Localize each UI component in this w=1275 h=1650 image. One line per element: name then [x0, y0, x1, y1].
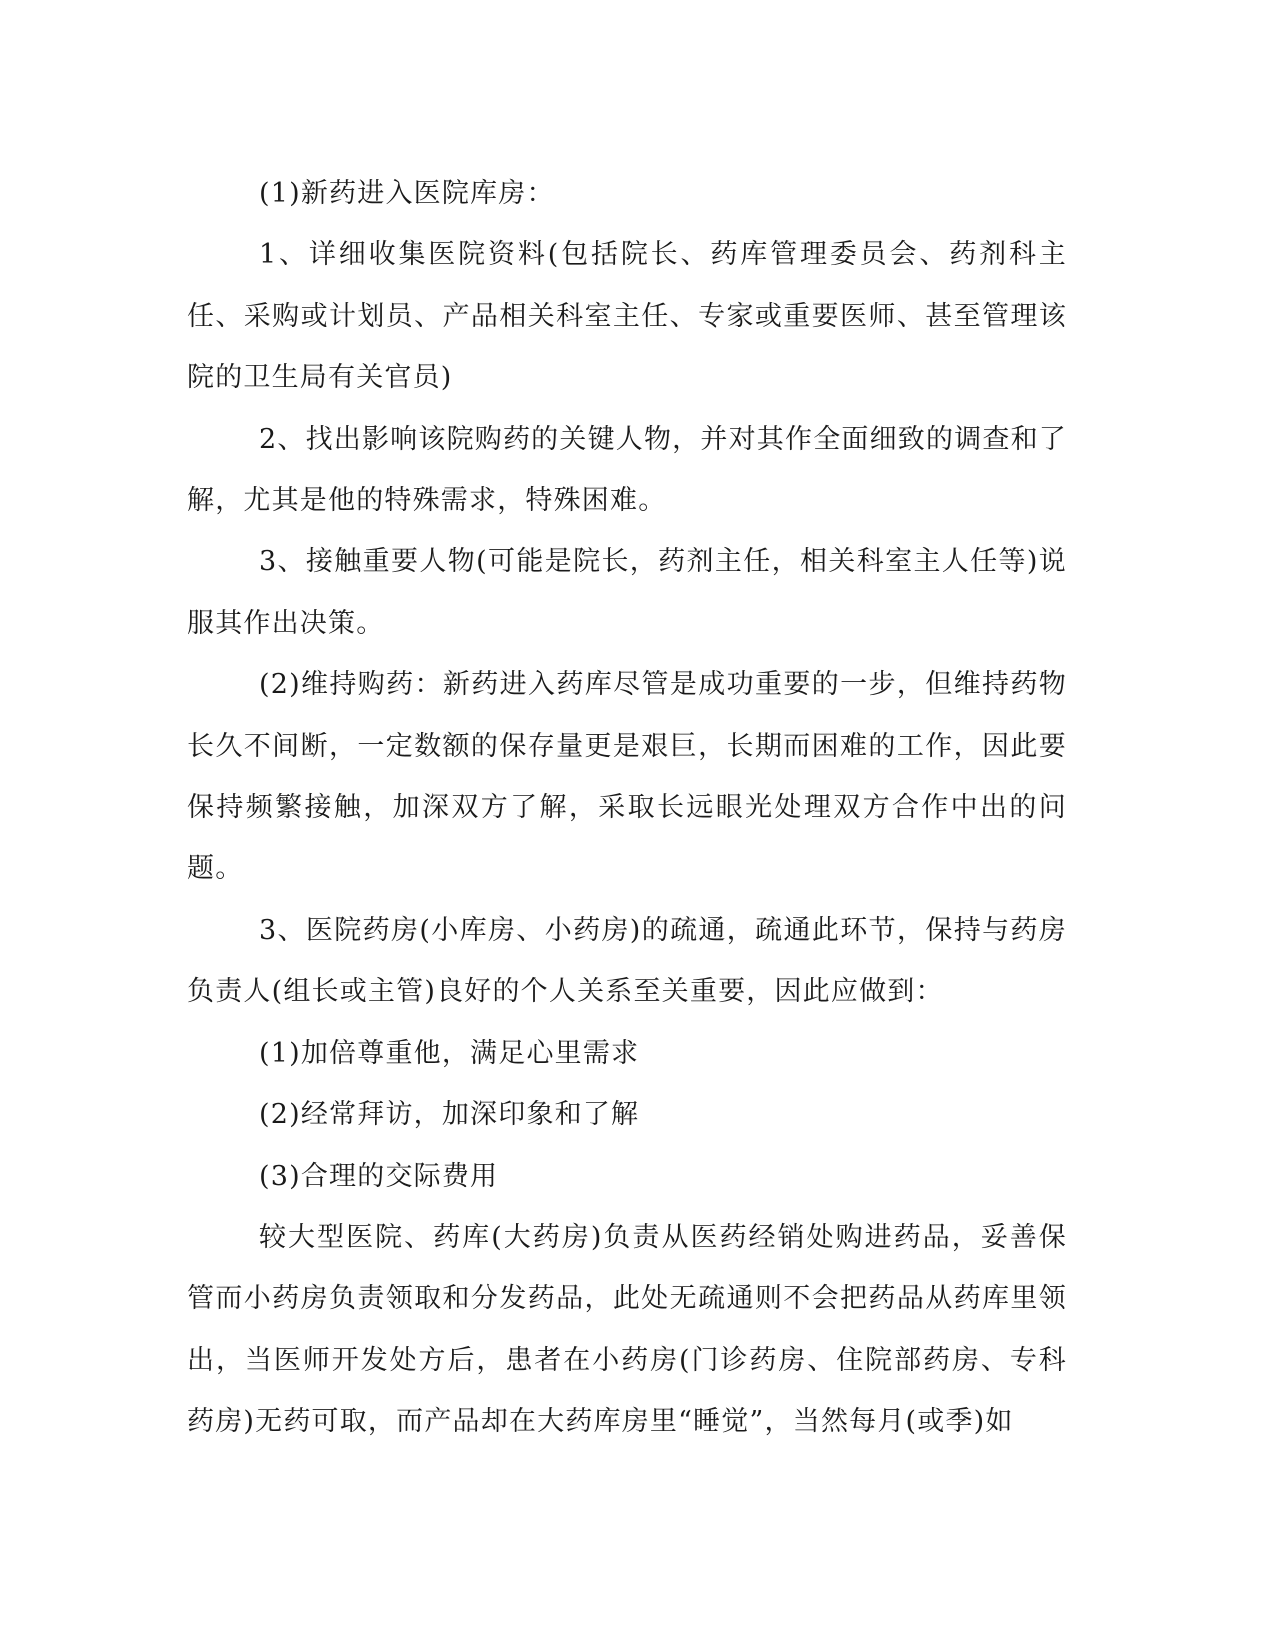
paragraph-maintain-purchase: (2)维持购药：新药进入药库尽管是成功重要的一步，但维持药物长久不间断，一定数额的保存量更是艰巨，长期而困难的工作，因此要保持频繁接触，加深双方了解，采取长远眼光处理双方合作中出的问题。 — [187, 669, 1067, 885]
paragraph-heading-new-drug-entry: (1)新药进入医院库房： — [259, 178, 555, 209]
paragraph-item-3: (3)合理的交际费用 — [259, 1160, 499, 1192]
paragraph-step-1: 1、详细收集医院资料(包括院长、药库管理委员会、药剂科主任、采购或计划员、产品相关科室主任、专家或重要医师、甚至管理该院的卫生局有关官员) — [187, 239, 1067, 394]
paragraph-large-hospital: 较大型医院、药库(大药房)负责从医药经销处购进药品，妥善保管而小药房负责领取和分发药品，此处无疏通则不会把药品从药库里领出，当医师开发处方后，患者在小药房(门诊药房、住院部药房、专科药房)无药可取，而产品却在大药库房里“睡觉”，当然每月(或季)如 — [187, 1221, 1067, 1438]
paragraph-step-3: 3、接触重要人物(可能是院长，药剂主任，相关科室主人任等)说服其作出决策。 — [187, 546, 1067, 639]
paragraph-item-1: (1)加倍尊重他，满足心里需求 — [259, 1037, 640, 1069]
paragraph-step-2: 2、找出影响该院购药的关键人物，并对其作全面细致的调查和了解，尤其是他的特殊需求，特殊困难。 — [187, 423, 1067, 517]
document-body — [187, 163, 1067, 1453]
paragraph-pharmacy-communication: 3、医院药房(小库房、小药房)的疏通，疏通此环节，保持与药房负责人(组长或主管)良好的个人关系至关重要，因此应做到： — [187, 914, 1067, 1008]
paragraph-item-2: (2)经常拜访，加深印象和了解 — [259, 1099, 640, 1131]
